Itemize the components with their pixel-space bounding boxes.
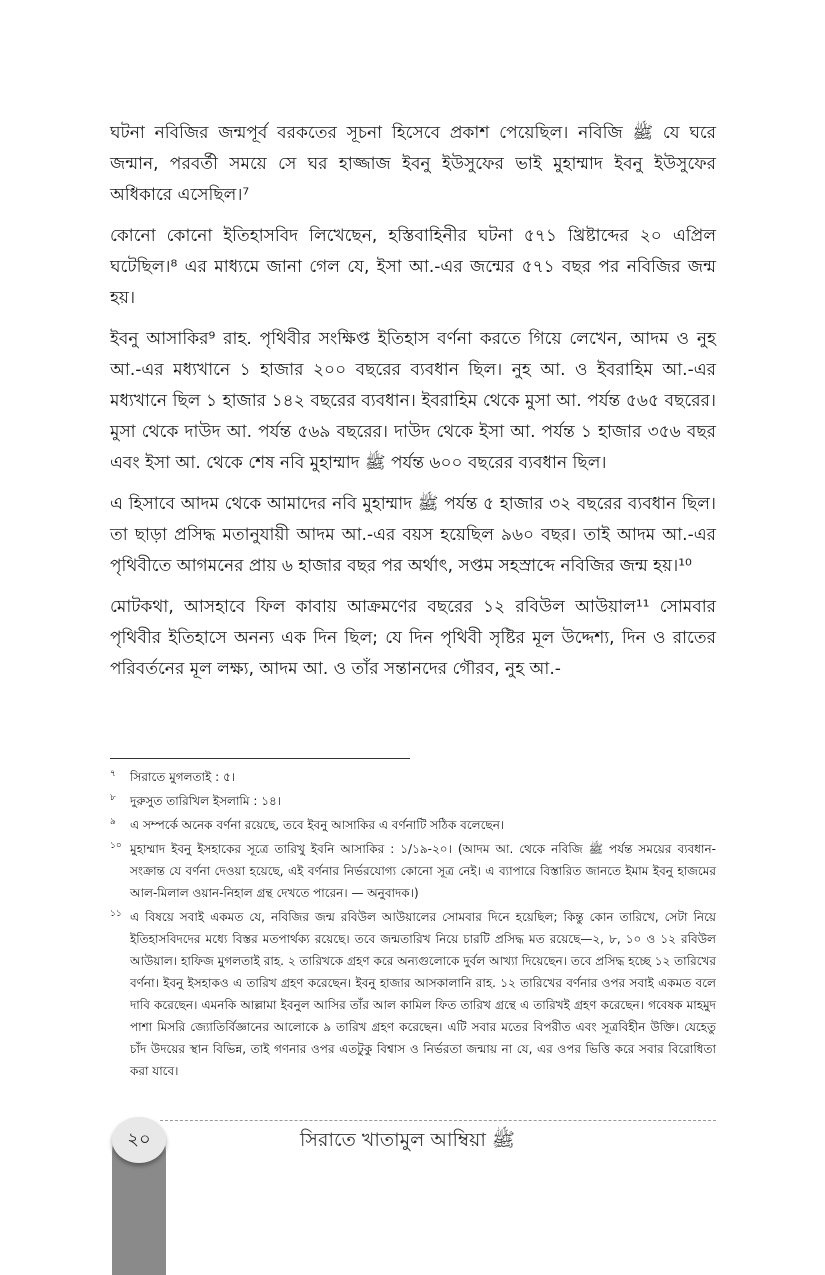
running-title: সিরাতে খাতামুল আম্বিয়া ﷺ: [300, 1129, 515, 1151]
footnote-number: ৮: [110, 793, 116, 803]
paragraph-2: কোনো কোনো ইতিহাসবিদ লিখেছেন, হস্তিবাহিনীর ঘটনা ৫৭১ খ্রিষ্টাব্দের ২০ এপ্রিল ঘটেছিল।⁸ এর মাধ্যমে জানা গেল যে, ইসা আ.-এর জন্মের ৫৭১ বছর পর নবিজির জন্ম হয়।: [110, 226, 716, 308]
footer-dashed-rule: [160, 1120, 716, 1121]
footnotes: [110, 766, 716, 1084]
footnote-separator: [110, 758, 410, 759]
footnote-9: [110, 814, 716, 836]
footnote-text: এ বিষয়ে সবাই একমত যে, নবিজির জন্ম রবিউল আউয়ালের সোমবার দিনে হয়েছিল; কিন্তু কোন তারিখে, সেটা নিয়ে ইতিহাসবিদদের মধ্যে বিস্তর মতপার্থক্য রয়েছে। তবে জন্মতারিখ নিয়ে চারটি প্রসিদ্ধ মত রয়েছে—২, ৮, ১০ ও ১২ রবিউল আউয়াল। হাফিজ মুগলতাই রাহ. ২ তারিখকে গ্রহণ করে অন্যগুলোকে দুর্বল আখ্যা দিয়েছেন। তবে প্রসিদ্ধ হচ্ছে ১২ তারিখের বর্ণনা। ইবনু ইসহাকও এ তারিখ গ্রহণ করেছেন। ইবনু হাজার আসকালানি রাহ. ১২ তারিখের বর্ণনার ওপর সবাই একমত বলে দাবি করেছেন। এমনকি আল্লামা ইবনুল আসির তাঁর আল কামিল ফিত তারিখ গ্রন্থে এ তারিখই গ্রহণ করেছেন। গবেষক মাহমুদ পাশা মিসরি জ্যোতির্বিজ্ঞানের আলোকে ৯ তারিখ গ্রহণ করেছেন। এটি সবার মতের বিপরীত এবং সূত্রবিহীন উক্তি। যেহেতু চাঁদ উদয়ের স্থান বিভিন্ন, তাই গণনার ওপর এতটুকু বিশ্বাস ও নির্ভরতা জন্মায় না যে, এর ওপর ভিত্তি করে সবার বিরোধিতা করা যাবে।: [130, 910, 716, 1078]
footnote-number: ৯: [110, 817, 116, 827]
footnote-text: সিরাতে মুগলতাই : ৫।: [130, 770, 236, 784]
paragraph-1: ঘটনা নবিজির জন্মপূর্ব বরকতের সূচনা হিসেবে প্রকাশ পেয়েছিল। নবিজি ﷺ যে ঘরে জন্মান, পরবর্তী সময়ে সে ঘর হাজ্জাজ ইবনু ইউসুফের ভাই মুহাম্মাদ ইবনু ইউসুফের অধিকারে এসেছিল।⁷: [110, 123, 716, 205]
footnote-number: ৭: [110, 769, 116, 779]
page-number-badge: [112, 1117, 166, 1163]
footnote-text: দুরুসুত তারিখিল ইসলামি : ১৪।: [130, 794, 282, 808]
footnote-text: মুহাম্মাদ ইবনু ইসহাকের সূত্রে তারিখু ইবনি আসাকির : ১/১৯-২০। (আদম আ. থেকে নবিজি ﷺ পর্যন্ত সময়ের ব্যবধান-সংক্রান্ত যে বর্ণনা দেওয়া হয়েছে, এই বর্ণনার নির্ভরযোগ্য কোনো সূত্র নেই। এ ব্যাপারে বিস্তারিত জানতে ইমাম ইবনু হাজমের আল-মিলাল ওয়ান-নিহাল গ্রন্থ দেখতে পারেন। — অনুবাদক।): [130, 842, 716, 900]
main-text: [110, 118, 716, 695]
footnote-8: [110, 790, 716, 812]
page-number: ২০: [127, 1128, 151, 1150]
footnote-number: ১১: [110, 909, 122, 919]
paragraph-5: মোটকথা, আসহাবে ফিল কাবায় আক্রমণের বছরের ১২ রবিউল আউয়াল¹¹ সোমবার পৃথিবীর ইতিহাসে অনন্য এক দিন ছিল; যে দিন পৃথিবী সৃষ্টির মূল উদ্দেশ্য, দিন ও রাতের পরিবর্তনের মূল লক্ষ্য, আদম আ. ও তাঁর সন্তানদের গৌরব, নুহ আ.-: [110, 597, 716, 679]
footnote-text: এ সম্পর্কে অনেক বর্ণনা রয়েছে, তবে ইবনু আসাকির এ বর্ণনাটি সঠিক বলেছেন।: [130, 818, 505, 832]
footnote-number: ১০: [110, 841, 122, 851]
paragraph-4: এ হিসাবে আদম থেকে আমাদের নবি মুহাম্মাদ ﷺ পর্যন্ত ৫ হাজার ৩২ বছরের ব্যবধান ছিল। তা ছাড়া প্রসিদ্ধ মতানুযায়ী আদম আ.-এর বয়স হয়েছিল ৯৬০ বছর। তাই আদম আ.-এর পৃথিবীতে আগমনের প্রায় ৬ হাজার বছর পর অর্থাৎ, সপ্তম সহস্রাব্দে নবিজির জন্ম হয়।¹⁰: [110, 494, 717, 576]
footnote-10: [110, 838, 716, 904]
footnote-11: [110, 906, 716, 1082]
footnote-7: [110, 766, 716, 788]
paragraph-3: ইবনু আসাকির⁹ রাহ. পৃথিবীর সংক্ষিপ্ত ইতিহাস বর্ণনা করতে গিয়ে লেখেন, আদম ও নুহ আ.-এর মধ্যখানে ১ হাজার ২০০ বছরের ব্যবধান ছিল। নুহ আ. ও ইবরাহিম আ.-এর মধ্যখানে ছিল ১ হাজার ১৪২ বছরের ব্যবধান। ইবরাহিম থেকে মুসা আ. পর্যন্ত ৫৬৫ বছরের। মুসা থেকে দাউদ আ. পর্যন্ত ৫৬৯ বছরের। দাউদ থেকে ইসা আ. পর্যন্ত ১ হাজার ৩৫৬ বছর এবং ইসা আ. থেকে শেষ নবি মুহাম্মাদ ﷺ পর্যন্ত ৬০০ বছরের ব্যবধান ছিল।: [110, 329, 716, 473]
